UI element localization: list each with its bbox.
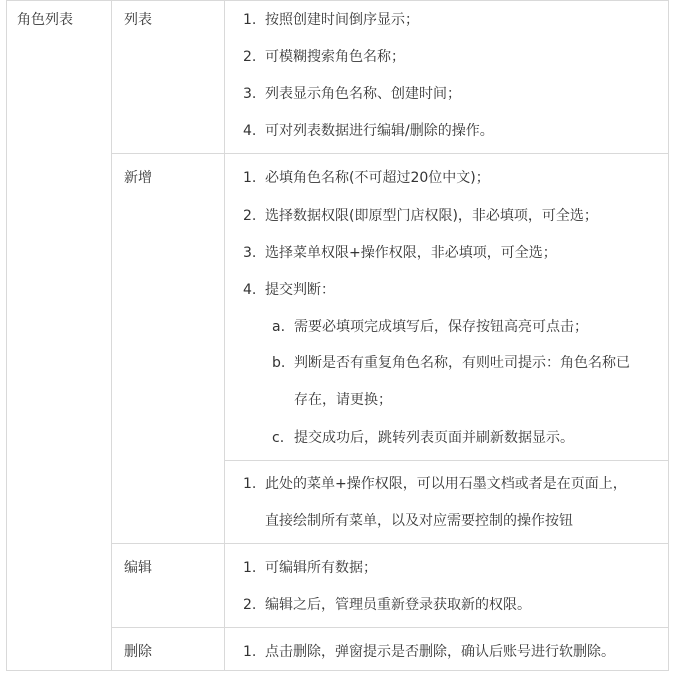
list-item: 3. 列表显示角色名称、创建时间；: [243, 86, 461, 102]
row-divider-edit: [111, 627, 668, 628]
note-line-2: 直接绘制所有菜单，以及对应需要控制的操作按钮: [265, 513, 573, 529]
sub-list-item: a. 需要必填项完成填写后，保存按钮高亮可点击；: [272, 319, 588, 335]
list-item: 1. 点击删除，弹窗提示是否删除，确认后账号进行软删除。: [243, 644, 615, 660]
requirements-table: [6, 0, 669, 671]
section-name-add: 新增: [124, 170, 152, 186]
list-item: 1. 可编辑所有数据；: [243, 560, 377, 576]
sub-list-item-continuation: 存在，请更换；: [294, 392, 392, 408]
list-item: 1. 必填角色名称(不可超过20位中文)；: [243, 170, 490, 186]
list-item: 4. 可对列表数据进行编辑/删除的操作。: [243, 123, 494, 139]
row-divider-add: [111, 543, 668, 544]
section-name-list: 列表: [124, 12, 152, 28]
row-divider-note: [224, 460, 668, 461]
section-name-delete: 删除: [124, 644, 152, 660]
row-divider-list: [111, 153, 668, 154]
column-divider-2: [224, 1, 225, 670]
list-item: 3. 选择菜单权限+操作权限，非必填项，可全选；: [243, 245, 557, 261]
list-item: 1. 按照创建时间倒序显示；: [243, 12, 419, 28]
list-item: 2. 可模糊搜索角色名称；: [243, 49, 405, 65]
list-item: 2. 编辑之后，管理员重新登录获取新的权限。: [243, 597, 531, 613]
section-name-edit: 编辑: [124, 560, 152, 576]
note-line-1: 1. 此处的菜单+操作权限，可以用石墨文档或者是在页面上，: [243, 476, 627, 492]
module-name: 角色列表: [17, 12, 73, 28]
list-item: 4. 提交判断：: [243, 282, 335, 298]
sub-list-item: c. 提交成功后，跳转列表页面并刷新数据显示。: [272, 430, 574, 446]
column-divider-1: [111, 1, 112, 670]
list-item: 2. 选择数据权限(即原型门店权限)，非必填项，可全选；: [243, 208, 598, 224]
sub-list-item: b. 判断是否有重复角色名称，有则吐司提示：角色名称已: [272, 355, 630, 371]
